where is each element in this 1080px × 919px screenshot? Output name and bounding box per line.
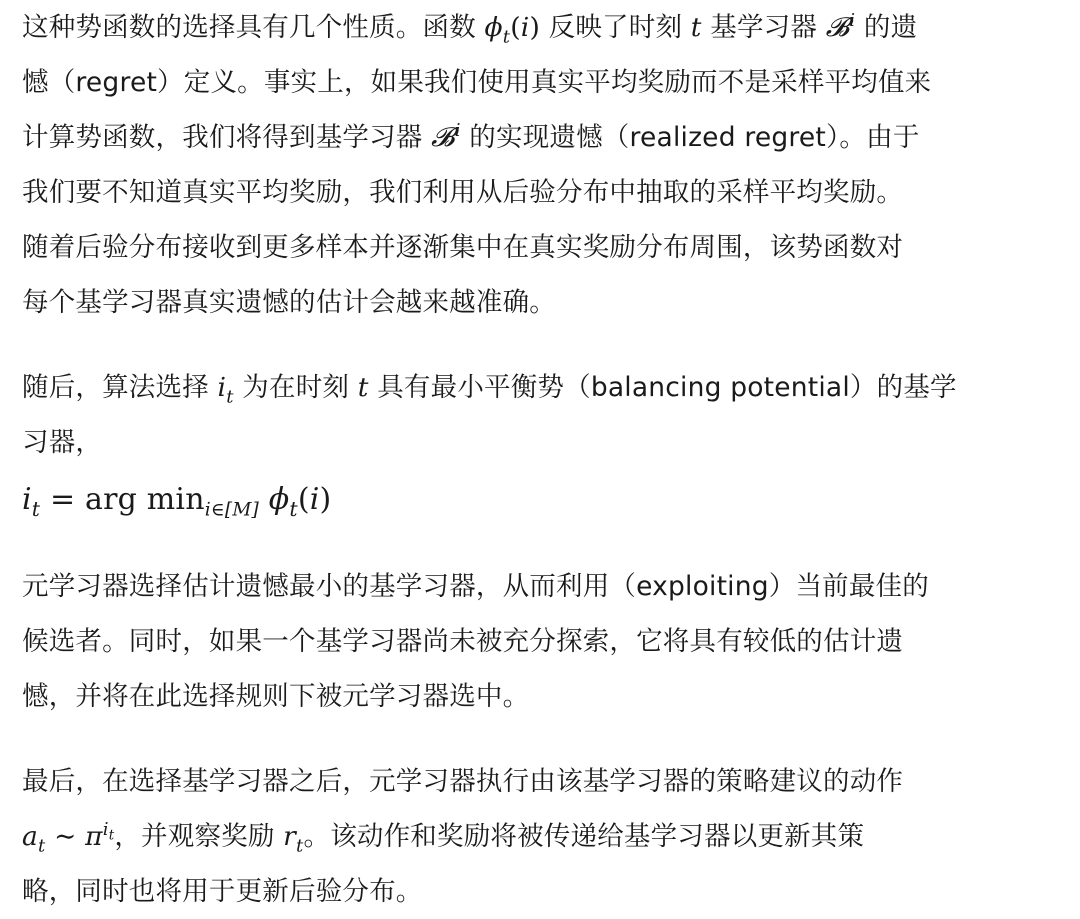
math-t: t bbox=[690, 12, 702, 43]
paragraph-potential-function bbox=[22, 0, 1068, 330]
article-body bbox=[22, 0, 1068, 919]
math-a-t: $a_t$ bbox=[22, 821, 46, 857]
math-base-learner: 𝓑$^i$ bbox=[431, 120, 461, 153]
text-line: 候选者。同时，如果一个基学习器尚未被充分探索，它将具有较低的估计遗 bbox=[22, 626, 904, 657]
math-phi: $\phi_t$ bbox=[484, 12, 511, 48]
argmin-equation: $i_t$ = arg $\min_{i\in[M]} \phi_t(i)$ bbox=[22, 482, 332, 521]
text-line: 最后，在选择基学习器之后，元学习器执行由该基学习器的策略建议的动作 bbox=[22, 766, 904, 797]
paragraph-exploitation bbox=[22, 559, 1068, 724]
math-i-t: $i_t$ bbox=[217, 372, 234, 408]
math-r-t: $r_t$ bbox=[283, 821, 304, 857]
text-line: 这种势函数的选择具有几个性质。函数 $\phi_t(i)$ 反映了时刻 t 基学习器 𝓑$^i$ 的遗 bbox=[22, 10, 918, 48]
text-line: 憾，并将在此选择规则下被元学习器选中。 bbox=[22, 681, 530, 712]
text-line: 每个基学习器真实遗憾的估计会越来越准确。 bbox=[22, 287, 556, 318]
paragraph-selection-rule bbox=[22, 360, 1068, 530]
text-line: 元学习器选择估计遗憾最小的基学习器，从而利用（exploiting）当前最佳的 bbox=[22, 571, 929, 602]
text-line: $a_t$ ∼ $\pi^{i_t}$，并观察奖励 $r_t$。该动作和奖励将被传递给基学习器以更新其策 bbox=[22, 819, 865, 857]
text-line: 计算势函数，我们将得到基学习器 𝓑$^i$ 的实现遗憾（realized regret）。由于 bbox=[22, 120, 920, 153]
text-line: 习器， bbox=[22, 427, 103, 458]
text-line: 憾（regret）定义。事实上，如果我们使用真实平均奖励而不是采样平均值来 bbox=[22, 67, 932, 98]
math-paren-i: (i) bbox=[510, 12, 541, 43]
text-line: 随着后验分布接收到更多样本并逐渐集中在真实奖励分布周围，该势函数对 bbox=[22, 232, 904, 263]
text-line: 略，同时也将用于更新后验分布。 bbox=[22, 876, 423, 907]
paragraph-action-execution bbox=[22, 754, 1068, 919]
math-base-learner: 𝓑$^i$ bbox=[825, 10, 856, 43]
math-t: t bbox=[357, 372, 369, 403]
text-line: 随后，算法选择 $i_t$ 为在时刻 t 具有最小平衡势（balancing potential）的基学 bbox=[22, 372, 957, 408]
text-line: 我们要不知道真实平均奖励，我们利用从后验分布中抽取的采样平均奖励。 bbox=[22, 177, 904, 208]
math-pi: $\pi^{i_t}$ bbox=[85, 819, 115, 852]
